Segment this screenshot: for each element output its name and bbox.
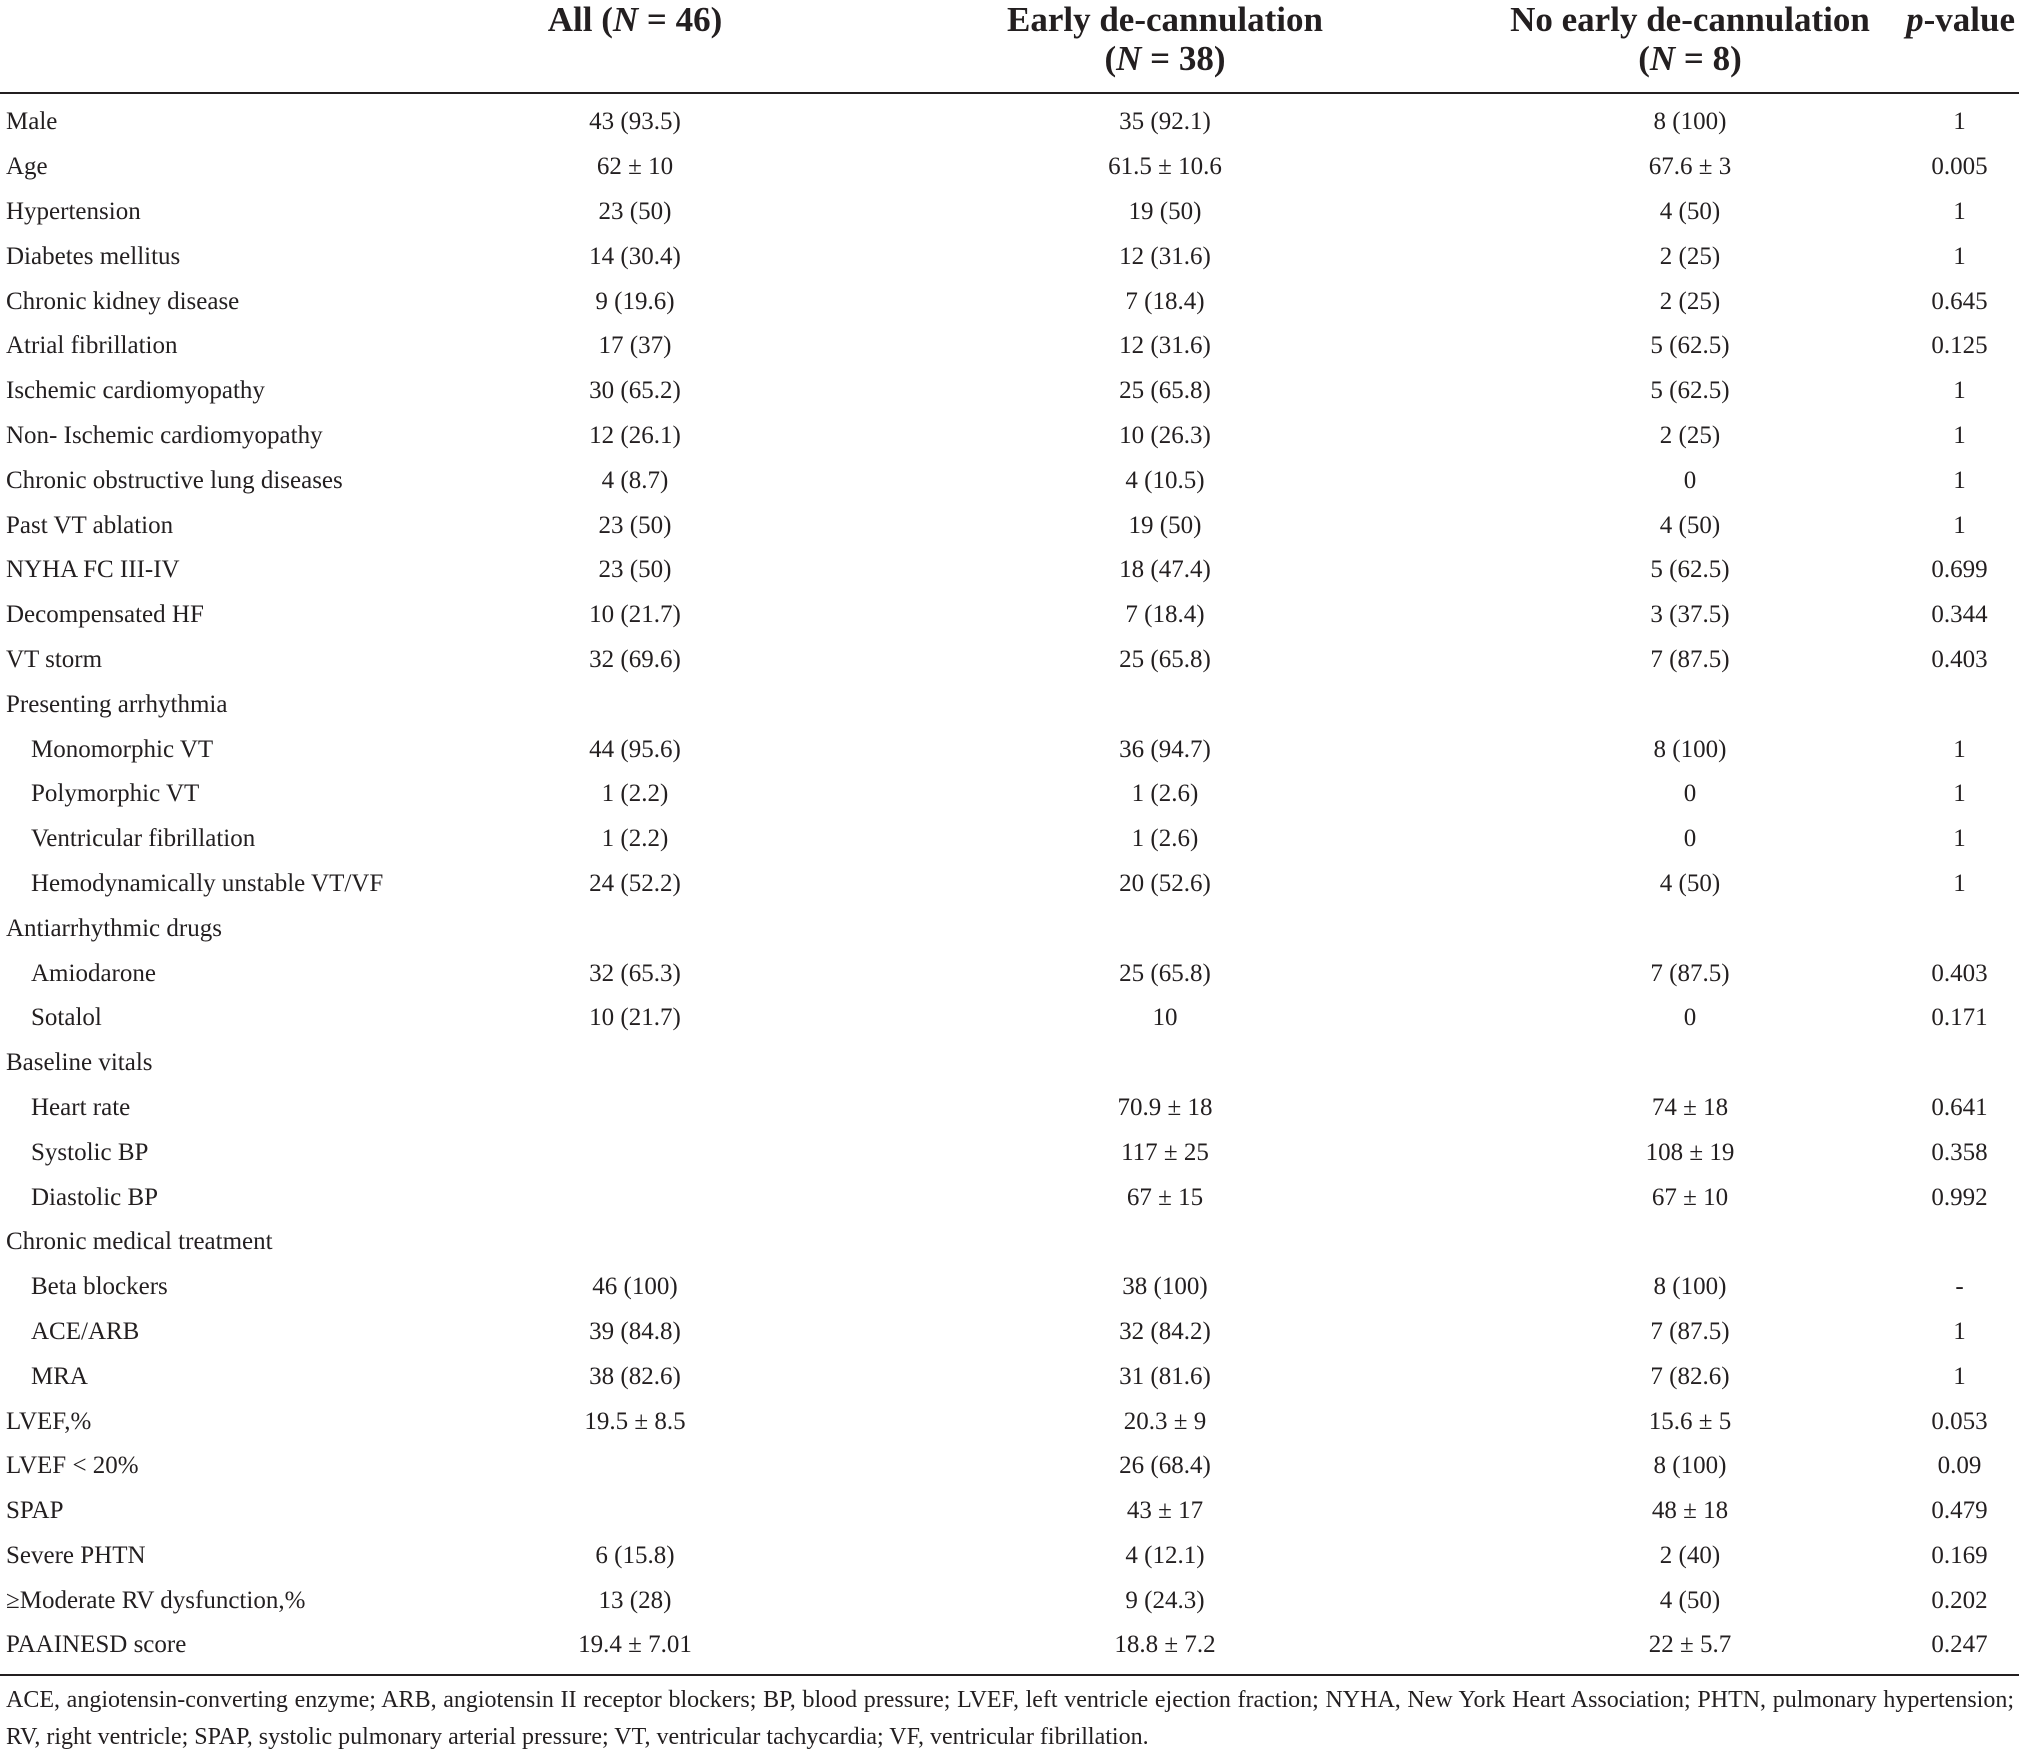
row-label: Ischemic cardiomyopathy xyxy=(6,377,265,405)
cell-all: 9 (19.6) xyxy=(595,287,675,315)
cell-noearly: 4 (50) xyxy=(1659,511,1721,539)
header-pvalue xyxy=(1900,0,2019,93)
row-label: Ventricular fibrillation xyxy=(31,825,256,853)
cell-pvalue: 1 xyxy=(1953,735,1966,763)
cell-noearly xyxy=(1480,906,1900,951)
row-label: Presenting arrhythmia xyxy=(6,690,228,718)
cell-pvalue: 1 xyxy=(1953,825,1966,853)
table-row xyxy=(0,93,2019,145)
cell-noearly: 67.6 ± 3 xyxy=(1648,153,1732,181)
cell-pvalue: 0.344 xyxy=(1931,601,1988,629)
cell-early xyxy=(850,1220,1480,1265)
table-row xyxy=(0,279,2019,324)
cell-early: 4 (12.1) xyxy=(1125,1541,1205,1569)
table-row xyxy=(0,1399,2019,1444)
cell-all: 39 (84.8) xyxy=(589,1317,681,1345)
row-label: Past VT ablation xyxy=(6,511,174,539)
cell-pvalue xyxy=(1900,682,2019,727)
cell-pvalue: 0.992 xyxy=(1931,1183,1988,1211)
row-label: Severe PHTN xyxy=(6,1541,146,1569)
header-noearly xyxy=(1480,0,1900,93)
table-row xyxy=(0,1041,2019,1086)
table-row xyxy=(0,1086,2019,1131)
cell-all: 38 (82.6) xyxy=(589,1362,681,1390)
row-label: Non- Ischemic cardiomyopathy xyxy=(6,421,323,449)
row-label: Chronic kidney disease xyxy=(6,287,240,315)
table-row xyxy=(0,862,2019,907)
header-p-italic: p xyxy=(1906,0,1924,39)
row-label: Diabetes mellitus xyxy=(6,242,181,270)
cell-pvalue xyxy=(1900,906,2019,951)
cell-all: 4 (8.7) xyxy=(601,466,669,494)
row-label: LVEF < 20% xyxy=(6,1452,139,1480)
table-row xyxy=(0,414,2019,459)
cell-all: 44 (95.6) xyxy=(589,735,681,763)
cell-pvalue: 0.403 xyxy=(1931,645,1988,673)
cell-pvalue: 1 xyxy=(1953,869,1966,897)
cell-pvalue: 0.09 xyxy=(1937,1452,1982,1480)
cell-all xyxy=(420,1489,850,1534)
table-row xyxy=(0,234,2019,279)
cell-early: 43 ± 17 xyxy=(1126,1497,1204,1525)
row-label: SPAP xyxy=(6,1497,64,1525)
row-label: Monomorphic VT xyxy=(31,735,214,763)
cell-all: 30 (65.2) xyxy=(589,377,681,405)
cell-noearly: 108 ± 19 xyxy=(1645,1138,1735,1166)
cell-noearly: 8 (100) xyxy=(1653,1452,1727,1480)
cell-pvalue xyxy=(1900,1220,2019,1265)
cell-all: 10 (21.7) xyxy=(589,1004,681,1032)
row-label: Polymorphic VT xyxy=(31,780,200,808)
cell-pvalue: 0.247 xyxy=(1931,1631,1988,1659)
cell-early: 25 (65.8) xyxy=(1119,377,1211,405)
cell-pvalue: 1 xyxy=(1953,466,1966,494)
cell-pvalue: 1 xyxy=(1953,1362,1966,1390)
cell-all xyxy=(420,1444,850,1489)
cell-pvalue: 0.358 xyxy=(1931,1138,1988,1166)
cell-all: 1 (2.2) xyxy=(601,825,669,853)
table-row xyxy=(0,727,2019,772)
table-row xyxy=(0,638,2019,683)
cell-early: 117 ± 25 xyxy=(1121,1138,1209,1166)
cell-early xyxy=(850,1041,1480,1086)
cell-noearly: 4 (50) xyxy=(1659,197,1721,225)
cell-early: 10 (26.3) xyxy=(1119,421,1211,449)
cell-early xyxy=(850,906,1480,951)
cell-early: 67 ± 15 xyxy=(1126,1183,1204,1211)
cell-noearly: 4 (50) xyxy=(1659,869,1721,897)
table-row xyxy=(0,1220,2019,1265)
row-label: Amiodarone xyxy=(31,959,156,987)
cell-early: 70.9 ± 18 xyxy=(1117,1093,1213,1121)
cell-noearly xyxy=(1480,682,1900,727)
cell-noearly: 3 (37.5) xyxy=(1650,601,1730,629)
cell-all: 43 (93.5) xyxy=(589,108,681,136)
table-row xyxy=(0,996,2019,1041)
row-label: Systolic BP xyxy=(31,1138,149,1166)
cell-noearly: 15.6 ± 5 xyxy=(1648,1407,1732,1435)
header-early-paren: ( xyxy=(1104,39,1117,78)
row-label: Baseline vitals xyxy=(6,1049,153,1077)
row-label: Age xyxy=(6,153,48,181)
row-label: Chronic medical treatment xyxy=(6,1228,273,1256)
header-all xyxy=(420,0,850,93)
table-row xyxy=(0,1534,2019,1579)
cell-all xyxy=(420,682,850,727)
row-label: Beta blockers xyxy=(31,1273,168,1301)
cell-pvalue: 0.403 xyxy=(1931,959,1988,987)
cell-all: 14 (30.4) xyxy=(589,242,681,270)
cell-early: 26 (68.4) xyxy=(1119,1452,1211,1480)
cell-early: 10 xyxy=(1152,1004,1178,1032)
cell-all: 46 (100) xyxy=(592,1273,678,1301)
table-row xyxy=(0,817,2019,862)
cell-pvalue: 1 xyxy=(1953,421,1966,449)
header-early-n: N xyxy=(1116,39,1142,78)
cell-all xyxy=(420,1041,850,1086)
table-row xyxy=(0,951,2019,996)
cell-early: 20 (52.6) xyxy=(1119,869,1211,897)
header-noearly-paren: ( xyxy=(1638,39,1650,78)
cell-pvalue: 0.053 xyxy=(1931,1407,1988,1435)
table-row xyxy=(0,1130,2019,1175)
cell-early: 38 (100) xyxy=(1122,1273,1208,1301)
cell-all: 1 (2.2) xyxy=(601,780,669,808)
table-row xyxy=(0,1623,2019,1668)
cell-early: 36 (94.7) xyxy=(1119,735,1211,763)
table-row xyxy=(0,324,2019,369)
cell-noearly: 8 (100) xyxy=(1653,1273,1727,1301)
cell-early: 18.8 ± 7.2 xyxy=(1114,1631,1216,1659)
cell-noearly: 8 (100) xyxy=(1653,735,1727,763)
cell-all: 12 (26.1) xyxy=(589,421,681,449)
cell-early xyxy=(850,682,1480,727)
header-row xyxy=(0,0,2019,93)
cell-early: 31 (81.6) xyxy=(1119,1362,1211,1390)
cell-noearly: 67 ± 10 xyxy=(1651,1183,1729,1211)
table-row xyxy=(0,1175,2019,1220)
cell-noearly: 2 (25) xyxy=(1659,421,1721,449)
row-label: Antiarrhythmic drugs xyxy=(6,914,222,942)
cell-all xyxy=(420,1130,850,1175)
cell-early: 7 (18.4) xyxy=(1125,601,1205,629)
cell-all xyxy=(420,1175,850,1220)
cell-noearly: 7 (87.5) xyxy=(1650,645,1730,673)
cell-pvalue: 0.645 xyxy=(1931,287,1988,315)
cell-noearly: 2 (25) xyxy=(1659,242,1721,270)
row-label: Chronic obstructive lung diseases xyxy=(6,466,343,494)
cell-pvalue: 1 xyxy=(1953,108,1966,136)
header-early-text: Early de-cannulation xyxy=(1006,0,1323,39)
cell-pvalue: 1 xyxy=(1953,1317,1966,1345)
table-row xyxy=(0,1354,2019,1399)
cell-all xyxy=(420,1086,850,1131)
cell-noearly: 0 xyxy=(1683,780,1697,808)
cell-all: 13 (28) xyxy=(598,1586,672,1614)
cell-early: 32 (84.2) xyxy=(1119,1317,1211,1345)
row-label: VT storm xyxy=(6,645,103,673)
table-header xyxy=(0,0,2019,93)
table-row xyxy=(0,190,2019,235)
cell-all: 23 (50) xyxy=(598,511,672,539)
cell-early: 1 (2.6) xyxy=(1131,825,1199,853)
cell-all: 62 ± 10 xyxy=(596,153,674,181)
cell-pvalue: 0.479 xyxy=(1931,1497,1988,1525)
header-all-count: = 46) xyxy=(638,0,723,39)
cell-noearly: 74 ± 18 xyxy=(1651,1093,1729,1121)
table-row xyxy=(0,369,2019,414)
cell-pvalue: 1 xyxy=(1953,511,1966,539)
table-row xyxy=(0,1444,2019,1489)
header-early xyxy=(850,0,1480,93)
cell-all: 6 (15.8) xyxy=(595,1541,675,1569)
cell-noearly: 5 (62.5) xyxy=(1650,377,1730,405)
cell-noearly: 7 (82.6) xyxy=(1650,1362,1730,1390)
cell-all xyxy=(420,1220,850,1265)
cell-early: 20.3 ± 9 xyxy=(1123,1407,1207,1435)
cell-noearly: 22 ± 5.7 xyxy=(1648,1631,1732,1659)
table-row xyxy=(0,593,2019,638)
cell-pvalue: 0.202 xyxy=(1931,1586,1988,1614)
cell-all: 32 (65.3) xyxy=(589,959,681,987)
header-noearly-count: = 8) xyxy=(1675,39,1742,78)
cell-noearly: 7 (87.5) xyxy=(1650,1317,1730,1345)
cell-pvalue: 0.641 xyxy=(1931,1093,1988,1121)
cell-early: 25 (65.8) xyxy=(1119,959,1211,987)
table-row xyxy=(0,1310,2019,1355)
row-label: PAAINESD score xyxy=(6,1631,187,1659)
row-label: Decompensated HF xyxy=(6,601,204,629)
row-label: ≥Moderate RV dysfunction,% xyxy=(6,1586,306,1614)
cell-early: 18 (47.4) xyxy=(1119,556,1211,584)
cell-early: 9 (24.3) xyxy=(1125,1586,1205,1614)
cell-all: 10 (21.7) xyxy=(589,601,681,629)
row-label: Atrial fibrillation xyxy=(6,332,178,360)
cell-all: 17 (37) xyxy=(598,332,672,360)
row-label: Male xyxy=(6,108,58,136)
row-label: Sotalol xyxy=(31,1004,102,1032)
table-row xyxy=(0,503,2019,548)
cell-noearly: 5 (62.5) xyxy=(1650,556,1730,584)
cell-noearly: 4 (50) xyxy=(1659,1586,1721,1614)
cell-pvalue xyxy=(1900,1041,2019,1086)
header-p-text: -value xyxy=(1923,0,2015,39)
cell-noearly xyxy=(1480,1220,1900,1265)
cell-early: 19 (50) xyxy=(1128,197,1202,225)
table-row xyxy=(0,772,2019,817)
row-label: Diastolic BP xyxy=(31,1183,159,1211)
cell-all: 23 (50) xyxy=(598,556,672,584)
cell-pvalue: 0.171 xyxy=(1931,1004,1988,1032)
cell-early: 35 (92.1) xyxy=(1119,108,1211,136)
header-noearly-n: N xyxy=(1649,39,1676,78)
cell-noearly: 5 (62.5) xyxy=(1650,332,1730,360)
cell-noearly: 0 xyxy=(1683,825,1697,853)
table-body xyxy=(0,93,2019,1668)
cell-noearly: 8 (100) xyxy=(1653,108,1727,136)
header-label-col xyxy=(0,0,420,93)
cell-early: 4 (10.5) xyxy=(1125,466,1205,494)
header-all-text: All ( xyxy=(547,0,613,39)
cell-early: 12 (31.6) xyxy=(1119,242,1211,270)
cell-early: 7 (18.4) xyxy=(1125,287,1205,315)
header-noearly-text: No early de-cannulation xyxy=(1510,0,1870,39)
cell-noearly: 0 xyxy=(1683,1004,1697,1032)
row-label: Hemodynamically unstable VT/VF xyxy=(31,869,384,897)
cell-pvalue: 0.125 xyxy=(1931,332,1988,360)
cell-noearly: 2 (25) xyxy=(1659,287,1721,315)
cell-early: 19 (50) xyxy=(1128,511,1202,539)
header-all-n: N xyxy=(612,0,639,39)
cell-pvalue: 0.169 xyxy=(1931,1541,1988,1569)
table-row xyxy=(0,1489,2019,1534)
cell-early: 12 (31.6) xyxy=(1119,332,1211,360)
row-label: ACE/ARB xyxy=(31,1317,140,1345)
cell-noearly xyxy=(1480,1041,1900,1086)
table-row xyxy=(0,1578,2019,1623)
row-label: Heart rate xyxy=(31,1093,131,1121)
cell-all: 23 (50) xyxy=(598,197,672,225)
row-label: LVEF,% xyxy=(6,1407,92,1435)
cell-pvalue: 1 xyxy=(1953,780,1966,808)
table-row xyxy=(0,682,2019,727)
header-early-count: = 38) xyxy=(1141,39,1226,78)
table-row xyxy=(0,548,2019,593)
cell-pvalue: 1 xyxy=(1953,197,1966,225)
cell-all: 32 (69.6) xyxy=(589,645,681,673)
table-row xyxy=(0,145,2019,190)
table-row xyxy=(0,906,2019,951)
cell-all: 19.5 ± 8.5 xyxy=(584,1407,686,1435)
cell-noearly: 48 ± 18 xyxy=(1651,1497,1729,1525)
cell-pvalue: 0.699 xyxy=(1931,556,1988,584)
cell-early: 25 (65.8) xyxy=(1119,645,1211,673)
table-row xyxy=(0,458,2019,503)
cell-all: 24 (52.2) xyxy=(589,869,681,897)
row-label: Hypertension xyxy=(6,197,141,225)
cell-pvalue: 1 xyxy=(1953,242,1966,270)
table-bottom-rule xyxy=(0,1674,2019,1676)
cell-early: 61.5 ± 10.6 xyxy=(1108,153,1222,181)
cell-all xyxy=(420,906,850,951)
cell-noearly: 7 (87.5) xyxy=(1650,959,1730,987)
cell-all: 19.4 ± 7.01 xyxy=(578,1631,692,1659)
cell-pvalue: 0.005 xyxy=(1931,153,1988,181)
table-footnote: ACE, angiotensin-converting enzyme; ARB, angiotensin II receptor blockers; BP, blood pressure; LVEF, left ventricle ejection fraction; NYHA, New York Heart Association; PHTN, pulmonary hypertension; RV, right ventricle; SPAP, systolic pulmonary arterial pressure; VT, ventricular tachycardia; VF, ventricular fibrillation. xyxy=(6,1687,2014,1750)
cell-pvalue: - xyxy=(1955,1273,1964,1301)
cell-early: 1 (2.6) xyxy=(1131,780,1199,808)
cell-noearly: 2 (40) xyxy=(1659,1541,1721,1569)
row-label: MRA xyxy=(31,1362,88,1390)
cell-noearly: 0 xyxy=(1683,466,1697,494)
table-row xyxy=(0,1265,2019,1310)
cell-pvalue: 1 xyxy=(1953,377,1966,405)
row-label: NYHA FC III-IV xyxy=(6,556,180,584)
